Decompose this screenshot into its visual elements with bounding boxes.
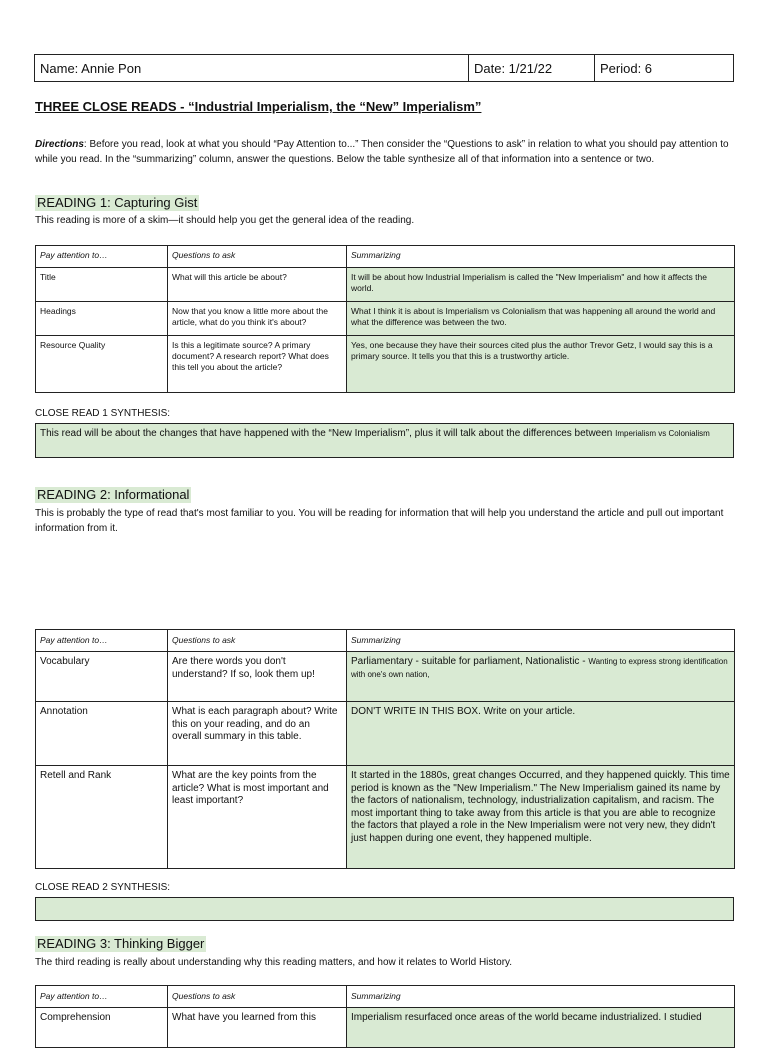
row-pay: Headings — [36, 302, 168, 336]
col-pay-attention: Pay attention to… — [36, 246, 168, 268]
reading2-table — [35, 629, 735, 869]
synthesis1-label: CLOSE READ 1 SYNTHESIS: — [35, 408, 171, 419]
vocab-summary: Parliamentary - suitable for parliament, Nationalistic - — [351, 656, 586, 667]
row-summary[interactable]: Imperialism resurfaced once areas of the world became industrialized. I studied — [347, 1008, 735, 1048]
col-pay-attention: Pay attention to… — [36, 986, 168, 1008]
row-pay: Resource Quality — [36, 336, 168, 393]
row-pay: Retell and Rank — [36, 766, 168, 869]
row-summary[interactable]: It will be about how Industrial Imperialism is called the "New Imperialism" and how it affects the world. — [347, 268, 735, 302]
table-row — [36, 336, 735, 393]
synthesis1-small-text: Imperialism vs Colonialism — [615, 429, 710, 438]
reading3-intro: The third reading is really about understanding why this reading matters, and how it relates to World History. — [35, 957, 513, 968]
table-row — [36, 268, 735, 302]
reading3-heading: READING 3: Thinking Bigger — [37, 936, 205, 951]
reading1-table — [35, 245, 735, 393]
row-question: Is this a legitimate source? A primary document? A research report? What does this tell you about the article? — [168, 336, 347, 393]
table-row — [36, 1008, 735, 1048]
reading2-heading: READING 2: Informational — [37, 487, 190, 502]
col-summarizing: Summarizing — [347, 630, 735, 652]
col-summarizing: Summarizing — [347, 986, 735, 1008]
directions-label: Directions — [35, 139, 84, 150]
directions — [35, 137, 735, 167]
row-question: What are the key points from the article? What is most important and least important? — [168, 766, 347, 869]
synthesis2-label: CLOSE READ 2 SYNTHESIS: — [35, 882, 171, 893]
col-pay-attention: Pay attention to… — [36, 630, 168, 652]
reading3-table — [35, 985, 735, 1048]
row-question: What will this article be about? — [168, 268, 347, 302]
row-pay: Title — [36, 268, 168, 302]
student-info-table — [34, 54, 734, 82]
table-row — [36, 302, 735, 336]
row-question: What is each paragraph about? Write this on your reading, and do an overall summary in this table. — [168, 702, 347, 766]
col-questions: Questions to ask — [168, 986, 347, 1008]
row-summary[interactable]: DON'T WRITE IN THIS BOX. Write on your article. — [347, 702, 735, 766]
table-row — [36, 766, 735, 869]
table-row — [36, 652, 735, 702]
reading1-intro: This reading is more of a skim—it should help you get the general idea of the reading. — [35, 215, 415, 226]
synthesis1-box[interactable] — [35, 423, 734, 458]
period-field[interactable]: Period: 6 — [595, 55, 734, 82]
col-summarizing: Summarizing — [347, 246, 735, 268]
row-pay: Vocabulary — [36, 652, 168, 702]
page-title: THREE CLOSE READS - “Industrial Imperialism, the “New” Imperialism” — [35, 99, 482, 114]
table-row — [36, 702, 735, 766]
vocab-summary-small: Wanting to express strong identification with one's own nation, — [351, 657, 728, 679]
row-pay: Comprehension — [36, 1008, 168, 1048]
date-field[interactable]: Date: 1/21/22 — [469, 55, 595, 82]
reading2-intro: This is probably the type of read that's most familiar to you. You will be reading for information that will help you understand the article and pull out important information from it. — [35, 508, 724, 534]
student-name[interactable]: Name: Annie Pon — [35, 55, 469, 82]
row-question: What have you learned from this — [168, 1008, 347, 1048]
row-pay: Annotation — [36, 702, 168, 766]
col-questions: Questions to ask — [168, 630, 347, 652]
row-question: Are there words you don't understand? If so, look them up! — [168, 652, 347, 702]
col-questions: Questions to ask — [168, 246, 347, 268]
row-summary[interactable]: It started in the 1880s, great changes Occurred, and they happened quickly. This time period is known as the "New Imperialism." The New Imperialism gained its name by the factors of nationalism, technology, industrialization capitalism, and racism. The most important thing to take away from this article is that you are able to recognize the factors that played a role in the New Imperialism were not very new, they didn't just happen during one event, they happened multiple. — [347, 766, 735, 869]
directions-text: : Before you read, look at what you should “Pay Attention to...” Then consider the “Questions to ask” in relation to what you should pay attention to while you read. In the “summarizing” column, answer the questions. Below the table synthesize all of that information into a sentence or two. — [35, 139, 729, 165]
row-summary[interactable] — [347, 652, 735, 702]
synthesis1-text: This read will be about the changes that have happened with the “New Imperialism”, plus it will talk about the differences between — [40, 428, 613, 439]
row-summary[interactable]: What I think it is about is Imperialism vs Colonialism that was happening all around the world and what the difference was between the two. — [347, 302, 735, 336]
row-summary[interactable]: Yes, one because they have their sources cited plus the author Trevor Getz, I would say this is a primary source. It tells you that this is a trustworthy article. — [347, 336, 735, 393]
reading1-heading: READING 1: Capturing Gist — [37, 195, 198, 210]
row-question: Now that you know a little more about the article, what do you think it's about? — [168, 302, 347, 336]
synthesis2-box[interactable] — [35, 897, 734, 921]
